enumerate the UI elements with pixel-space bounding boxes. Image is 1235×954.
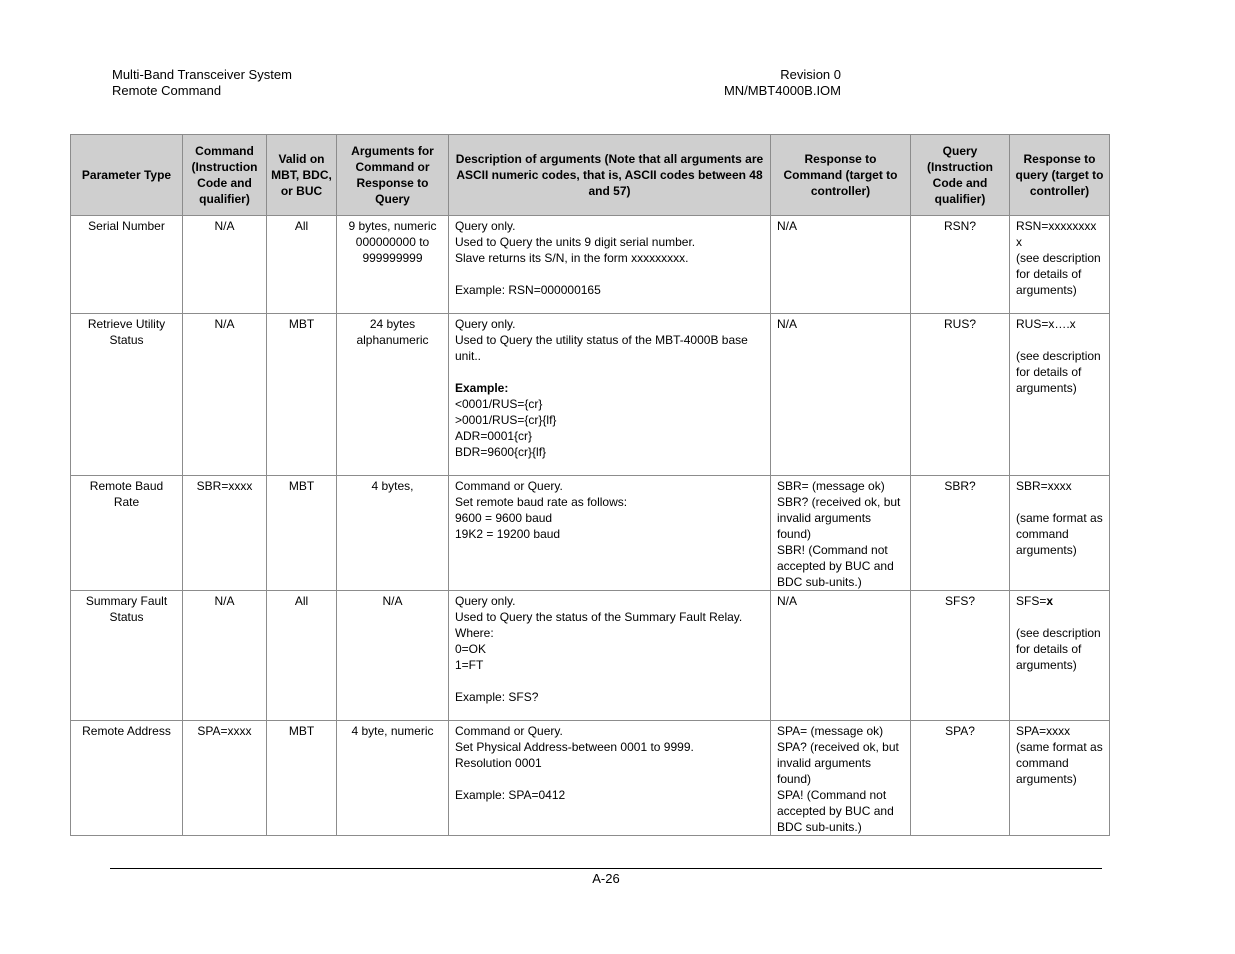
cell-description (449, 476, 771, 591)
col-header-parameter-type: Parameter Type (71, 135, 183, 216)
cell-query: RSN? (911, 216, 1010, 314)
cell-parameter-type: Summary Fault Status (71, 591, 183, 721)
cell-line: Used to Query the units 9 digit serial number. (455, 235, 696, 249)
query-response-variable: x (1046, 594, 1054, 608)
cell-valid-on: MBT (267, 721, 337, 836)
cell-line: Command or Query. (455, 479, 563, 493)
col-header-description: Description of arguments (Note that all arguments are ASCII numeric codes, that is, ASCII codes between 48 and 57) (449, 135, 771, 216)
cell-query: RUS? (911, 314, 1010, 476)
cell-line: SBR= (message ok) (777, 479, 885, 493)
cell-response-to-query (1010, 216, 1110, 314)
cell-command: N/A (183, 591, 267, 721)
cell-query: SFS? (911, 591, 1010, 721)
remote-command-table (70, 134, 1110, 836)
cell-line: (see description for details of arguments) (1016, 251, 1101, 297)
cell-response-to-query (1010, 721, 1110, 836)
cell-response-to-query (1010, 314, 1110, 476)
cell-line: SPA=xxxx (1016, 724, 1071, 738)
cell-line: RUS=x….x (1016, 317, 1076, 331)
cell-line: RSN=xxxxxxxx (1016, 219, 1097, 233)
cell-response-to-command (771, 314, 911, 476)
cell-description (449, 216, 771, 314)
cell-line: Used to Query the status of the Summary Fault Relay. (455, 610, 743, 624)
cell-line (1016, 332, 1103, 348)
cell-line: ADR=0001{cr} (455, 429, 533, 443)
cell-query: SPA? (911, 721, 1010, 836)
cell-line: Query only. (455, 219, 516, 233)
cell-line (455, 364, 764, 380)
cell-line: x (1016, 235, 1022, 249)
cell-line: N/A (777, 594, 798, 608)
cell-response-to-query (1010, 476, 1110, 591)
cell-command: N/A (183, 216, 267, 314)
cell-line: Used to Query the utility status of the MBT-4000B base unit.. (455, 333, 748, 363)
header-subtitle: Remote Command (112, 83, 222, 98)
cell-valid-on: All (267, 591, 337, 721)
cell-line: SBR? (received ok, but invalid arguments found) (777, 495, 901, 541)
cell-line: Query only. (455, 594, 516, 608)
table-row (71, 314, 1110, 476)
table-row (71, 721, 1110, 836)
cell-line: 9600 = 9600 baud (455, 511, 553, 525)
cell-description (449, 591, 771, 721)
cell-line (455, 673, 764, 689)
cell-line: SPA= (message ok) (777, 724, 884, 738)
cell-line (455, 266, 764, 282)
cell-parameter-type: Remote Baud Rate (71, 476, 183, 591)
cell-line: Slave returns its S/N, in the form xxxxxxxxx. (455, 251, 689, 265)
cell-line (1016, 609, 1103, 625)
cell-line: Resolution 0001 (455, 756, 542, 770)
cell-line: (same format as command arguments) (1016, 511, 1103, 557)
cell-line: Query only. (455, 317, 516, 331)
cell-valid-on: MBT (267, 476, 337, 591)
cell-line: SPA! (Command not accepted by BUC and BDC sub-units.) (777, 788, 894, 834)
query-response-prefix: SFS= (1016, 594, 1047, 608)
cell-line (1016, 593, 1103, 609)
cell-line: N/A (777, 219, 798, 233)
footer-divider (110, 868, 1102, 869)
cell-parameter-type: Serial Number (71, 216, 183, 314)
cell-line: N/A (777, 317, 798, 331)
cell-line: BDR=9600{cr}{lf} (455, 445, 547, 459)
cell-line: Set remote baud rate as follows: (455, 495, 628, 509)
cell-line: >0001/RUS={cr}{lf} (455, 413, 557, 427)
cell-line (455, 771, 764, 787)
cell-line: SPA? (received ok, but invalid arguments found) (777, 740, 899, 786)
page-number: A-26 (592, 871, 620, 886)
cell-line: (same format as command arguments) (1016, 740, 1103, 786)
cell-parameter-type: Remote Address (71, 721, 183, 836)
header-revision: Revision 0 (780, 67, 841, 82)
cell-line: (see description for details of arguments) (1016, 626, 1101, 672)
cell-arguments: 4 bytes, (337, 476, 449, 591)
header-title: Multi-Band Transceiver System (112, 67, 292, 82)
col-header-arguments: Arguments for Command or Response to Query (337, 135, 449, 216)
cell-line: 0=OK (455, 642, 487, 656)
cell-command: SBR=xxxx (183, 476, 267, 591)
cell-line (1016, 494, 1103, 510)
cell-command: SPA=xxxx (183, 721, 267, 836)
cell-line: Where: (455, 626, 494, 640)
cell-response-to-query (1010, 591, 1110, 721)
cell-arguments: 24 bytes alphanumeric (337, 314, 449, 476)
table-header-row (71, 135, 1110, 216)
document-header-left (112, 67, 292, 99)
cell-response-to-command (771, 476, 911, 591)
cell-arguments: N/A (337, 591, 449, 721)
cell-line: Example: (455, 381, 509, 395)
cell-valid-on: MBT (267, 314, 337, 476)
table-row (71, 476, 1110, 591)
cell-response-to-command (771, 721, 911, 836)
cell-line: 19K2 = 19200 baud (455, 527, 561, 541)
document-header-right (724, 67, 841, 99)
cell-response-to-command (771, 216, 911, 314)
cell-description (449, 721, 771, 836)
col-header-valid-on: Valid on MBT, BDC, or BUC (267, 135, 337, 216)
table-row (71, 591, 1110, 721)
cell-valid-on: All (267, 216, 337, 314)
col-header-response-to-query: Response to query (target to controller) (1010, 135, 1110, 216)
cell-line: SBR! (Command not accepted by BUC and BDC sub-units.) (777, 543, 894, 589)
cell-query: SBR? (911, 476, 1010, 591)
cell-line: Example: RSN=000000165 (455, 283, 601, 297)
col-header-command: Command (Instruction Code and qualifier) (183, 135, 267, 216)
cell-arguments: 9 bytes, numeric 000000000 to 999999999 (337, 216, 449, 314)
header-doc-id: MN/MBT4000B.IOM (723, 83, 841, 98)
cell-description (449, 314, 771, 476)
col-header-query: Query (Instruction Code and qualifier) (911, 135, 1010, 216)
cell-command: N/A (183, 314, 267, 476)
cell-line: Example: SPA=0412 (455, 788, 566, 802)
cell-arguments: 4 byte, numeric (337, 721, 449, 836)
col-header-response-to-command: Response to Command (target to controller) (771, 135, 911, 216)
cell-line: 1=FT (455, 658, 484, 672)
table-row (71, 216, 1110, 314)
cell-line: SBR=xxxx (1016, 479, 1072, 493)
cell-parameter-type: Retrieve Utility Status (71, 314, 183, 476)
cell-response-to-command (771, 591, 911, 721)
cell-line: Command or Query. (455, 724, 563, 738)
cell-line: Example: SFS? (455, 690, 539, 704)
cell-line: Set Physical Address-between 0001 to 9999. (455, 740, 694, 754)
cell-line: (see description for details of arguments) (1016, 349, 1101, 395)
cell-line: <0001/RUS={cr} (455, 397, 543, 411)
